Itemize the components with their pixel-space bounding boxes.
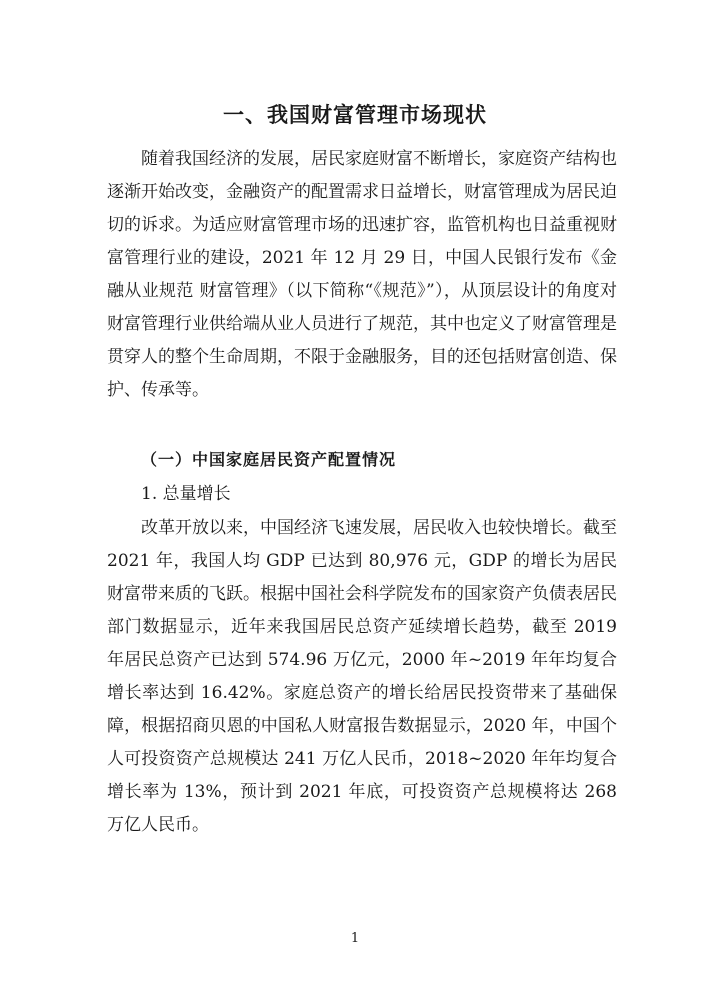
item-title: 1. 总量增长 xyxy=(141,484,231,504)
paragraph-growth: 改革开放以来，中国经济飞速发展，居民收入也较快增长。截至 2021 年，我国人均 GDP 已达到 80,976 元，GDP 的增长为居民财富带来质的飞跃。根据中国社会科学院发布的国家资产负债表居民部门数据显示，近年来我国居民总资产延续增长趋势，截至 2019 年居民总资产已达到 574.96 万亿元，2000 年~2019 年年均复合增长率达到 16.42%。家庭总资产的增长给居民投资带来了基础保障，根据招商贝恩的中国私人财富报告数据显示，2020 年，中国个人可投资资产总规模达 241 万亿人民币，2018~2020 年年均复合增长率为 13%，预计到 2021 年底，可投资资产总规模将达 268 万亿人民币。 xyxy=(107,518,617,835)
paragraph-intro: 随着我国经济的发展，居民家庭财富不断增长，家庭资产结构也逐渐开始改变，金融资产的配置需求日益增长，财富管理成为居民迫切的诉求。为适应财富管理市场的迅速扩容，监管机构也日益重视财富管理行业的建设，2021 年 12 月 29 日，中国人民银行发布《金融从业规范 财富管理》（以下简称“《规范》”），从顶层设计的角度对财富管理行业供给端从业人员进行了规范，其中也定义了财富管理是贯穿人的整个生命周期，不限于金融服务，目的还包括财富创造、保护、传承等。 xyxy=(107,149,617,400)
page-number: 1 xyxy=(350,931,360,946)
section-title: 一、我国财富管理市场现状 xyxy=(223,103,487,127)
subsection-title: （一）中国家庭居民资产配置情况 xyxy=(141,450,397,469)
